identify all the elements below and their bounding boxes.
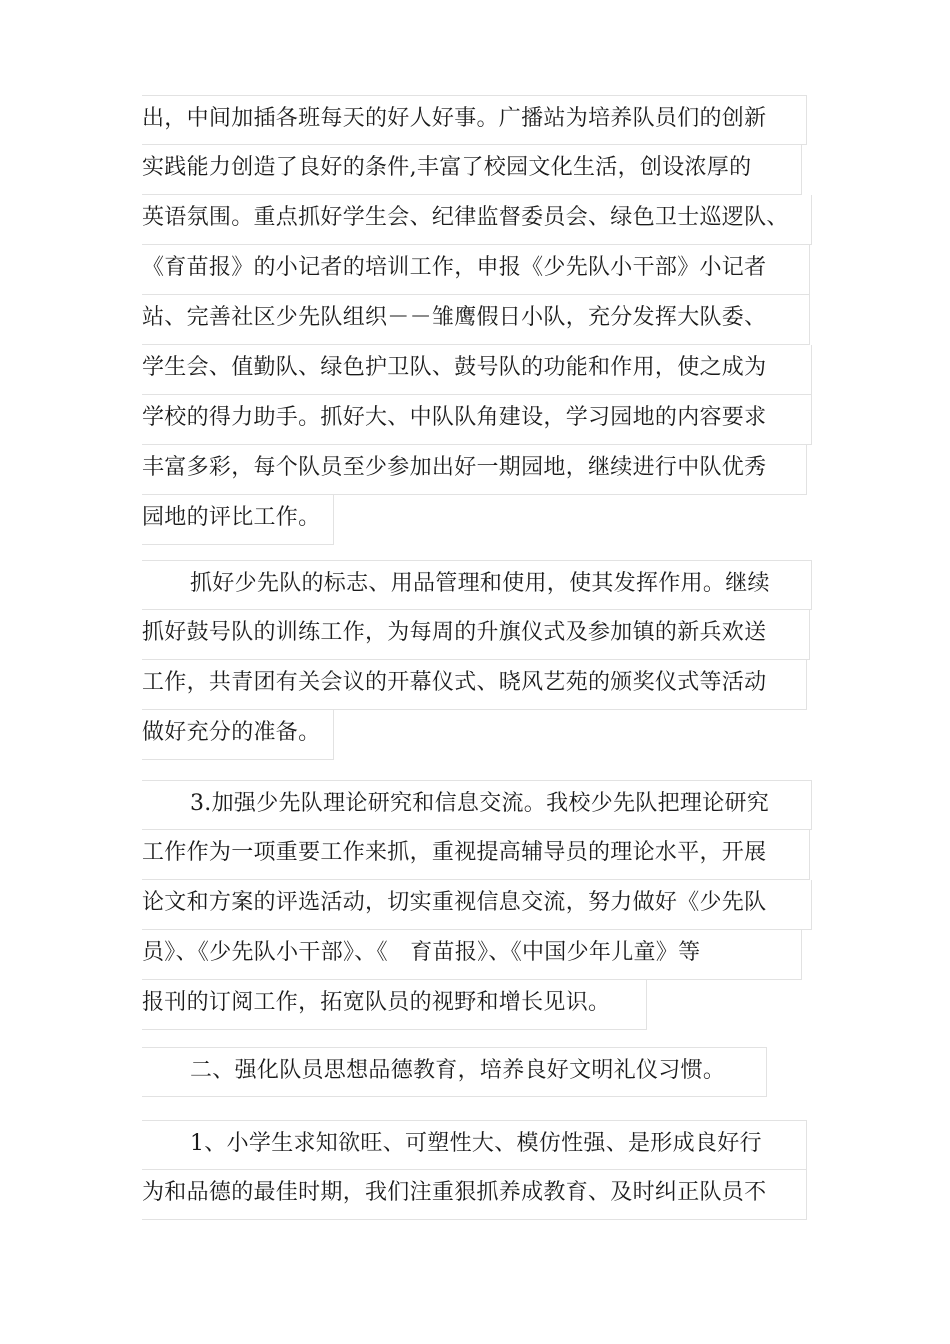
text-line: 工作作为一项重要工作来抓，重视提高辅导员的理论水平，开展 <box>142 830 810 880</box>
text-line: 实践能力创造了良好的条件,丰富了校园文化生活，创设浓厚的 <box>142 145 802 195</box>
paragraph-2 <box>142 560 812 760</box>
text-line: 做好充分的准备。 <box>142 710 334 760</box>
text-line: 学生会、值勤队、绿色护卫队、鼓号队的功能和作用，使之成为 <box>142 345 812 395</box>
text-line: 园地的评比工作。 <box>142 495 334 545</box>
text-line: 为和品德的最佳时期，我们注重狠抓养成教育、及时纠正队员不 <box>142 1170 807 1220</box>
paragraph-5 <box>142 1120 812 1220</box>
text-line: 3.加强少先队理论研究和信息交流。我校少先队把理论研究 <box>142 780 812 830</box>
text-line: 工作，共青团有关会议的开幕仪式、晓风艺苑的颁奖仪式等活动 <box>142 660 807 710</box>
text-line: 二、强化队员思想品德教育，培养良好文明礼仪习惯。 <box>142 1047 767 1097</box>
text-line: 员》、《少先队小干部》、《 育苗报》、《中国少年儿童》等 <box>142 930 802 980</box>
text-line: 论文和方案的评选活动，切实重视信息交流，努力做好《少先队 <box>142 880 812 930</box>
text-line: 学校的得力助手。抓好大、中队队角建设，学习园地的内容要求 <box>142 395 812 445</box>
text-line: 《育苗报》的小记者的培训工作，申报《少先队小干部》小记者 <box>142 245 810 295</box>
text-line: 报刊的订阅工作，拓宽队员的视野和增长见识。 <box>142 980 647 1030</box>
paragraph-1 <box>142 95 812 545</box>
text-line: 丰富多彩，每个队员至少参加出好一期园地，继续进行中队优秀 <box>142 445 807 495</box>
text-line: 出，中间加插各班每天的好人好事。广播站为培养队员们的创新 <box>142 95 807 145</box>
text-line: 抓好鼓号队的训练工作，为每周的升旗仪式及参加镇的新兵欢送 <box>142 610 810 660</box>
text-line: 抓好少先队的标志、用品管理和使用，使其发挥作用。继续 <box>142 560 812 610</box>
text-line: 英语氛围。重点抓好学生会、纪律监督委员会、绿色卫士巡逻队、 <box>142 195 812 245</box>
paragraph-3 <box>142 780 812 1030</box>
text-line: 站、完善社区少先队组织－－雏鹰假日小队，充分发挥大队委、 <box>142 295 810 345</box>
paragraph-4 <box>142 1047 812 1097</box>
text-line: 1、小学生求知欲旺、可塑性大、模仿性强、是形成良好行 <box>142 1120 807 1170</box>
